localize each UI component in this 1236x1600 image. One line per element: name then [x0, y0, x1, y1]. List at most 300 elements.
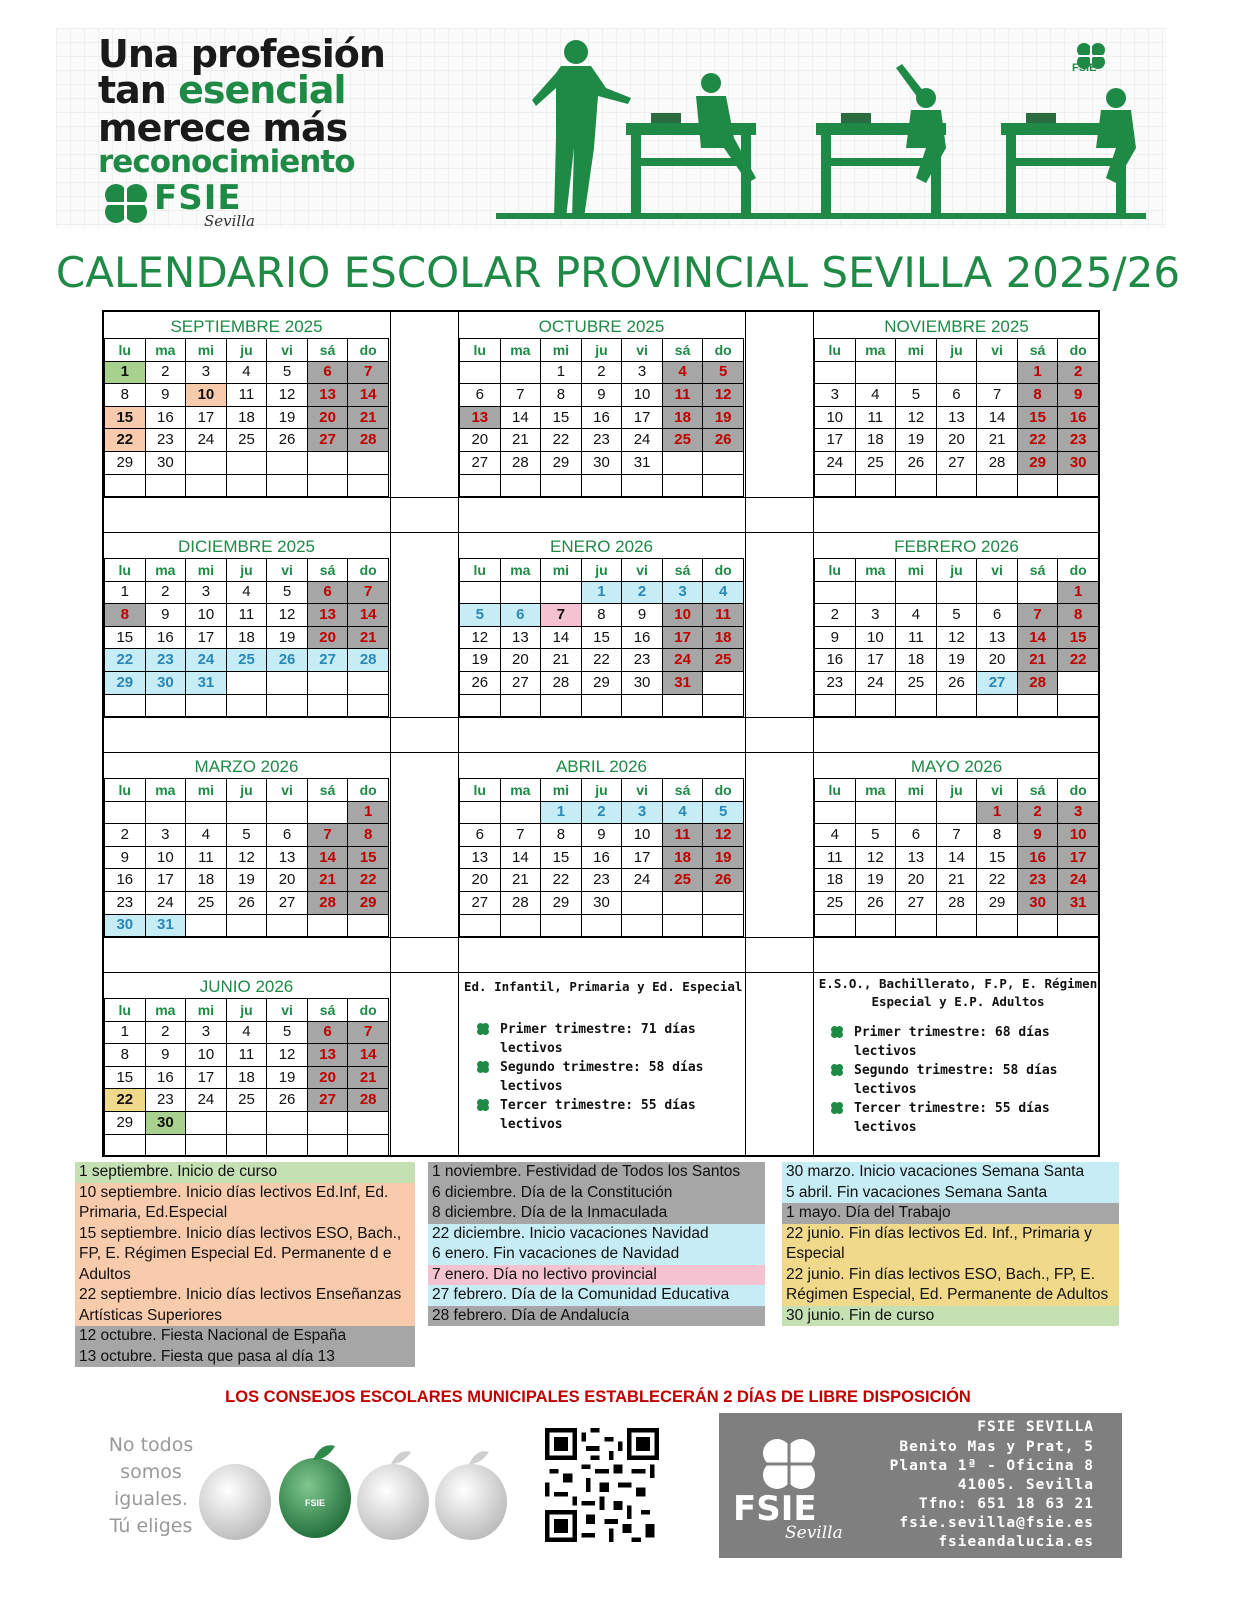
day-cell: 27	[307, 1089, 348, 1112]
contact-email[interactable]: fsie.sevilla@fsie.es	[899, 1515, 1094, 1531]
day-cell: 3	[186, 361, 227, 384]
day-cell	[460, 914, 501, 937]
legend-entry: 1 noviembre. Festividad de Todos los Santos	[428, 1162, 765, 1183]
month-calendar	[459, 314, 744, 497]
day-cell: 22	[977, 869, 1018, 892]
day-cell: 13	[896, 846, 937, 869]
day-cell: 14	[500, 846, 541, 869]
day-cell	[541, 694, 582, 717]
month-table	[814, 558, 1099, 717]
contact-panel	[719, 1413, 1122, 1558]
day-cell: 30	[581, 891, 622, 914]
week-row	[460, 451, 744, 474]
day-cell	[936, 914, 977, 937]
day-cell: 5	[703, 801, 744, 824]
day-cell	[186, 694, 227, 717]
day-cell: 24	[186, 429, 227, 452]
day-cell: 27	[307, 649, 348, 672]
day-cell: 14	[500, 406, 541, 429]
weekday-header: lu	[460, 779, 501, 802]
day-cell	[307, 1134, 348, 1157]
day-cell	[500, 914, 541, 937]
day-cell	[622, 694, 663, 717]
week-row	[105, 429, 389, 452]
weekday-header: ma	[500, 559, 541, 582]
day-cell: 10	[145, 846, 186, 869]
day-cell	[500, 801, 541, 824]
weekday-header: ma	[500, 779, 541, 802]
day-cell: 1	[105, 361, 146, 384]
day-cell: 16	[622, 626, 663, 649]
weekday-header: ju	[936, 339, 977, 362]
day-cell: 15	[1058, 626, 1099, 649]
day-cell: 2	[581, 801, 622, 824]
day-cell: 24	[1058, 869, 1099, 892]
day-cell	[855, 801, 896, 824]
day-cell: 16	[145, 626, 186, 649]
weekday-header-row	[460, 559, 744, 582]
day-cell: 2	[145, 581, 186, 604]
day-cell: 16	[105, 869, 146, 892]
header-banner	[56, 28, 1166, 228]
month-table	[459, 558, 744, 717]
day-cell: 24	[622, 869, 663, 892]
day-cell: 5	[267, 1021, 308, 1044]
day-cell: 12	[855, 846, 896, 869]
day-cell	[267, 1111, 308, 1134]
day-cell	[460, 361, 501, 384]
day-cell: 8	[105, 1044, 146, 1067]
day-cell: 2	[815, 604, 856, 627]
day-cell: 23	[622, 649, 663, 672]
day-cell	[622, 891, 663, 914]
weekday-header: vi	[267, 999, 308, 1022]
week-row	[815, 474, 1099, 497]
slogan-line-2b: esencial	[178, 68, 346, 112]
week-row	[460, 671, 744, 694]
day-cell: 22	[348, 869, 389, 892]
week-row	[105, 1021, 389, 1044]
day-cell: 28	[500, 451, 541, 474]
day-cell: 4	[226, 361, 267, 384]
info-primaria-title: Ed. Infantil, Primaria y Ed. Especial	[464, 979, 743, 994]
day-cell: 28	[936, 891, 977, 914]
month-calendar	[814, 754, 1099, 937]
day-cell: 24	[815, 451, 856, 474]
day-cell	[186, 801, 227, 824]
day-cell: 5	[896, 384, 937, 407]
weekday-header-row	[105, 559, 389, 582]
day-cell	[145, 1134, 186, 1157]
month-calendar	[814, 314, 1099, 497]
qr-code-icon[interactable]	[545, 1428, 659, 1542]
day-cell: 3	[662, 581, 703, 604]
weekday-header-row	[460, 339, 744, 362]
day-cell: 8	[348, 824, 389, 847]
day-cell	[105, 694, 146, 717]
day-cell	[267, 671, 308, 694]
week-row	[815, 451, 1099, 474]
day-cell: 2	[105, 824, 146, 847]
weekday-header: lu	[105, 999, 146, 1022]
info-secundaria-item	[818, 1099, 1098, 1137]
day-cell	[500, 694, 541, 717]
day-cell	[977, 581, 1018, 604]
day-cell: 17	[186, 626, 227, 649]
day-cell: 5	[703, 361, 744, 384]
day-cell: 6	[896, 824, 937, 847]
day-cell: 3	[186, 1021, 227, 1044]
month-calendar	[104, 314, 389, 497]
day-cell: 7	[307, 824, 348, 847]
day-cell	[500, 361, 541, 384]
day-cell: 29	[105, 451, 146, 474]
legend-column-2	[428, 1162, 765, 1326]
weekday-header: lu	[105, 559, 146, 582]
day-cell: 7	[348, 581, 389, 604]
day-cell: 17	[1058, 846, 1099, 869]
day-cell: 13	[307, 604, 348, 627]
day-cell	[500, 581, 541, 604]
day-cell: 4	[186, 824, 227, 847]
day-cell: 27	[460, 451, 501, 474]
weekday-header: sá	[662, 339, 703, 362]
day-cell: 18	[662, 846, 703, 869]
week-row	[105, 604, 389, 627]
week-row	[815, 914, 1099, 937]
legend-column-3	[782, 1162, 1119, 1326]
month-title: OCTUBRE 2025	[538, 317, 665, 336]
day-cell: 18	[226, 406, 267, 429]
day-cell: 9	[145, 1044, 186, 1067]
month-table	[814, 338, 1099, 497]
month-calendar	[104, 754, 389, 937]
contact-address-2: Planta 1ª - Oficina 8	[889, 1458, 1094, 1474]
day-cell: 21	[307, 869, 348, 892]
day-cell: 6	[977, 604, 1018, 627]
weekday-header: mi	[896, 779, 937, 802]
day-cell	[896, 361, 937, 384]
day-cell: 20	[307, 626, 348, 649]
day-cell: 9	[1017, 824, 1058, 847]
day-cell: 17	[662, 626, 703, 649]
weekday-header: do	[348, 339, 389, 362]
weekday-header: lu	[460, 339, 501, 362]
day-cell: 30	[581, 451, 622, 474]
day-cell: 6	[460, 824, 501, 847]
weekday-header: vi	[622, 559, 663, 582]
day-cell: 3	[855, 604, 896, 627]
day-cell: 14	[348, 604, 389, 627]
weekday-header: sá	[662, 779, 703, 802]
day-cell: 13	[460, 406, 501, 429]
day-cell: 13	[267, 846, 308, 869]
weekday-header: ju	[226, 339, 267, 362]
day-cell	[460, 474, 501, 497]
info-secundaria-item-text: Segundo trimestre: 58 días lectivos	[854, 1063, 1058, 1097]
day-cell	[703, 671, 744, 694]
day-cell	[936, 694, 977, 717]
weekday-header-row	[460, 779, 744, 802]
day-cell	[622, 914, 663, 937]
day-cell: 3	[622, 801, 663, 824]
day-cell	[226, 914, 267, 937]
day-cell	[703, 694, 744, 717]
day-cell: 14	[977, 406, 1018, 429]
day-cell: 30	[145, 671, 186, 694]
day-cell	[145, 694, 186, 717]
weekday-header: lu	[815, 779, 856, 802]
week-row	[460, 914, 744, 937]
weekday-header: ju	[226, 559, 267, 582]
day-cell: 21	[500, 869, 541, 892]
day-cell: 27	[307, 429, 348, 452]
day-cell: 31	[145, 914, 186, 937]
weekday-header: do	[348, 559, 389, 582]
day-cell: 10	[622, 824, 663, 847]
weekday-header: vi	[267, 339, 308, 362]
day-cell: 1	[1017, 361, 1058, 384]
day-cell	[105, 801, 146, 824]
day-cell	[267, 694, 308, 717]
day-cell: 23	[1058, 429, 1099, 452]
day-cell: 26	[460, 671, 501, 694]
day-cell: 19	[703, 846, 744, 869]
week-row	[105, 406, 389, 429]
week-row	[105, 581, 389, 604]
month-calendar	[459, 754, 744, 937]
info-secundaria-item-text: Primer trimestre: 68 días lectivos	[854, 1025, 1050, 1059]
day-cell: 6	[307, 361, 348, 384]
day-cell: 4	[662, 801, 703, 824]
day-cell: 4	[815, 824, 856, 847]
day-cell: 6	[500, 604, 541, 627]
slogan-line-4: reconocimiento	[98, 144, 355, 180]
classroom-illustration-icon	[456, 28, 1156, 228]
weekday-header: do	[348, 999, 389, 1022]
clover-bullet-icon	[830, 1101, 844, 1115]
week-row	[105, 1089, 389, 1112]
day-cell	[1058, 671, 1099, 694]
contact-web[interactable]: fsieandalucia.es	[938, 1534, 1094, 1550]
day-cell: 24	[622, 429, 663, 452]
day-cell: 18	[896, 649, 937, 672]
day-cell: 11	[662, 384, 703, 407]
day-cell	[226, 474, 267, 497]
day-cell: 18	[703, 626, 744, 649]
day-cell: 17	[145, 869, 186, 892]
day-cell: 18	[815, 869, 856, 892]
day-cell: 16	[145, 1066, 186, 1089]
legend-entry: 22 junio. Fin días lectivos ESO, Bach., FP, E. Régimen Especial, Ed. Permanente de Adultos	[782, 1265, 1119, 1306]
day-cell: 10	[855, 626, 896, 649]
day-cell: 16	[1017, 846, 1058, 869]
day-cell: 22	[541, 429, 582, 452]
day-cell: 21	[936, 869, 977, 892]
week-row	[105, 869, 389, 892]
day-cell: 31	[622, 451, 663, 474]
day-cell	[226, 1134, 267, 1157]
day-cell: 12	[703, 824, 744, 847]
day-cell: 21	[348, 626, 389, 649]
clover-bullet-icon	[476, 1022, 490, 1036]
day-cell: 11	[226, 1044, 267, 1067]
day-cell: 27	[977, 671, 1018, 694]
day-cell: 9	[622, 604, 663, 627]
day-cell: 25	[226, 649, 267, 672]
day-cell	[145, 474, 186, 497]
day-cell: 29	[541, 451, 582, 474]
day-cell	[936, 581, 977, 604]
day-cell: 20	[500, 649, 541, 672]
day-cell	[267, 451, 308, 474]
day-cell: 5	[267, 581, 308, 604]
day-cell: 13	[460, 846, 501, 869]
week-row	[815, 891, 1099, 914]
weekday-header: mi	[541, 559, 582, 582]
week-row	[460, 869, 744, 892]
page-title: CALENDARIO ESCOLAR PROVINCIAL SEVILLA 2025/26	[55, 248, 1181, 297]
day-cell: 15	[105, 406, 146, 429]
tagline-line: Tú eliges	[109, 1515, 193, 1537]
week-row	[105, 1111, 389, 1134]
weekday-header: sá	[1017, 779, 1058, 802]
day-cell	[105, 1134, 146, 1157]
day-cell	[815, 361, 856, 384]
day-cell	[1058, 694, 1099, 717]
day-cell	[348, 914, 389, 937]
day-cell	[186, 474, 227, 497]
day-cell: 24	[662, 649, 703, 672]
info-primaria-item	[464, 1020, 744, 1058]
info-primaria-item	[464, 1096, 744, 1134]
legend-entry: 30 marzo. Inicio vacaciones Semana Santa	[782, 1162, 1119, 1183]
day-cell: 20	[267, 869, 308, 892]
day-cell: 19	[267, 406, 308, 429]
day-cell	[896, 801, 937, 824]
day-cell: 26	[267, 429, 308, 452]
day-cell: 17	[855, 649, 896, 672]
weekday-header: vi	[977, 559, 1018, 582]
day-cell: 8	[1017, 384, 1058, 407]
day-cell: 30	[1058, 451, 1099, 474]
day-cell: 4	[662, 361, 703, 384]
day-cell: 20	[460, 869, 501, 892]
day-cell	[226, 801, 267, 824]
day-cell: 8	[105, 384, 146, 407]
week-row	[105, 384, 389, 407]
day-cell: 18	[855, 429, 896, 452]
month-calendar	[104, 534, 389, 717]
day-cell: 6	[460, 384, 501, 407]
week-row	[105, 671, 389, 694]
week-row	[460, 801, 744, 824]
week-row	[105, 649, 389, 672]
month-title: ABRIL 2026	[555, 757, 648, 776]
day-cell: 28	[541, 671, 582, 694]
day-cell: 4	[226, 1021, 267, 1044]
day-cell: 19	[267, 1066, 308, 1089]
weekday-header: ju	[581, 339, 622, 362]
day-cell: 27	[500, 671, 541, 694]
day-cell: 11	[855, 406, 896, 429]
day-cell: 26	[703, 869, 744, 892]
month-calendar	[104, 974, 389, 1157]
day-cell	[186, 1111, 227, 1134]
day-cell: 8	[105, 604, 146, 627]
week-row	[460, 361, 744, 384]
notice-text: LOS CONSEJOS ESCOLARES MUNICIPALES ESTABLECERÁN 2 DÍAS DE LIBRE DISPOSICIÓN	[225, 1388, 971, 1406]
day-cell: 24	[186, 649, 227, 672]
apple-brand: FSIE	[304, 1498, 326, 1508]
weekday-header: ju	[936, 779, 977, 802]
weekday-header: do	[703, 339, 744, 362]
day-cell: 23	[815, 671, 856, 694]
day-cell: 28	[977, 451, 1018, 474]
day-cell: 5	[936, 604, 977, 627]
day-cell: 9	[105, 846, 146, 869]
slogan-line-2a: tan	[98, 68, 179, 112]
day-cell	[145, 801, 186, 824]
legend-entry: 22 diciembre. Inicio vacaciones Navidad	[428, 1224, 765, 1245]
day-cell: 21	[348, 1066, 389, 1089]
day-cell	[186, 451, 227, 474]
day-cell	[1017, 581, 1058, 604]
month-table	[104, 998, 389, 1157]
day-cell	[703, 891, 744, 914]
day-cell	[267, 801, 308, 824]
info-primaria-item-text: Tercer trimestre: 55 días lectivos	[500, 1098, 696, 1132]
day-cell: 4	[226, 581, 267, 604]
month-title: MAYO 2026	[910, 757, 1003, 776]
day-cell	[662, 474, 703, 497]
day-cell: 28	[1017, 671, 1058, 694]
day-cell: 1	[105, 1021, 146, 1044]
day-cell: 26	[896, 451, 937, 474]
weekday-header: mi	[541, 779, 582, 802]
day-cell: 4	[703, 581, 744, 604]
week-row	[460, 626, 744, 649]
day-cell: 7	[500, 824, 541, 847]
day-cell: 17	[622, 846, 663, 869]
day-cell: 6	[267, 824, 308, 847]
weekday-header: mi	[186, 339, 227, 362]
day-cell: 23	[581, 869, 622, 892]
day-cell: 7	[348, 361, 389, 384]
week-row	[815, 801, 1099, 824]
tagline	[96, 1432, 206, 1540]
weekday-header-row	[815, 779, 1099, 802]
day-cell: 22	[105, 1089, 146, 1112]
day-cell: 14	[348, 384, 389, 407]
legend-entry: 5 abril. Fin vacaciones Semana Santa	[782, 1183, 1119, 1204]
day-cell	[348, 671, 389, 694]
month-title: SEPTIEMBRE 2025	[170, 317, 323, 336]
day-cell: 17	[815, 429, 856, 452]
day-cell: 27	[460, 891, 501, 914]
weekday-header: mi	[186, 559, 227, 582]
day-cell: 11	[186, 846, 227, 869]
day-cell: 12	[896, 406, 937, 429]
day-cell	[348, 1134, 389, 1157]
day-cell: 22	[105, 429, 146, 452]
day-cell: 2	[581, 361, 622, 384]
day-cell	[703, 914, 744, 937]
week-row	[460, 384, 744, 407]
day-cell	[348, 694, 389, 717]
day-cell: 31	[662, 671, 703, 694]
day-cell: 6	[307, 581, 348, 604]
